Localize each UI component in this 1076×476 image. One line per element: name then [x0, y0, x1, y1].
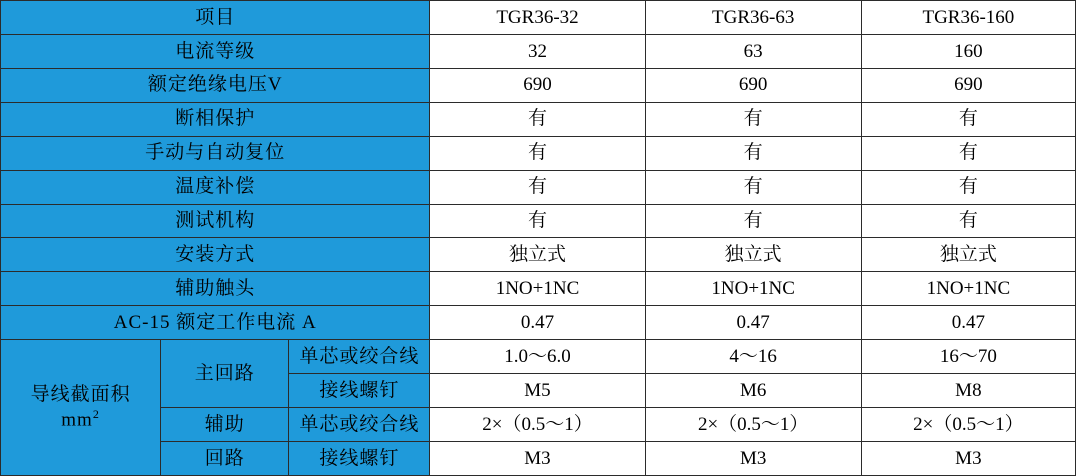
- row-value: 1NO+1NC: [645, 272, 861, 306]
- wire-subrow-label: 接线螺钉: [289, 374, 430, 408]
- row-value: 有: [645, 102, 861, 136]
- row-value: 有: [430, 204, 645, 238]
- row-value: 1NO+1NC: [430, 272, 645, 306]
- row-value: 2×（0.5～1）: [430, 408, 645, 442]
- row-value: 0.47: [645, 306, 861, 340]
- row-value: 有: [861, 204, 1075, 238]
- row-label: 断相保护: [1, 102, 430, 136]
- row-value: 690: [430, 68, 645, 102]
- row-value: 独立式: [645, 238, 861, 272]
- wire-section-label-line1: 导线截面积: [30, 384, 131, 406]
- wire-section-label-superscript: 2: [92, 406, 100, 421]
- row-value: M5: [430, 374, 645, 408]
- row-value: 有: [430, 136, 645, 170]
- row-value: M3: [430, 441, 645, 475]
- row-label: 安装方式: [1, 238, 430, 272]
- table-row: [1, 170, 1076, 204]
- row-value: 0.47: [861, 306, 1075, 340]
- column-header-model-3: TGR36-160: [861, 1, 1075, 35]
- wire-subrow-label: 接线螺钉: [289, 441, 430, 475]
- row-value: 0.47: [430, 306, 645, 340]
- row-value: 独立式: [430, 238, 645, 272]
- row-label: 额定绝缘电压V: [1, 68, 430, 102]
- row-label: 辅助触头: [1, 272, 430, 306]
- column-header-model-1: TGR36-32: [430, 1, 645, 35]
- column-header-item: 项目: [1, 1, 430, 35]
- row-value: 63: [645, 34, 861, 68]
- row-value: 独立式: [861, 238, 1075, 272]
- row-value: 有: [861, 170, 1075, 204]
- row-value: 16～70: [861, 340, 1075, 374]
- row-value: 690: [645, 68, 861, 102]
- row-value: 有: [861, 102, 1075, 136]
- table-row: [1, 408, 1076, 442]
- wire-section-label: [1, 340, 161, 476]
- wire-group-label-aux-line2: 回路: [161, 441, 289, 475]
- row-value: M6: [645, 374, 861, 408]
- table-row: [1, 68, 1076, 102]
- row-label: 电流等级: [1, 34, 430, 68]
- table-row: [1, 204, 1076, 238]
- row-label: 温度补偿: [1, 170, 430, 204]
- table-row: [1, 306, 1076, 340]
- table-row: [1, 102, 1076, 136]
- wire-subrow-label: 单芯或绞合线: [289, 408, 430, 442]
- wire-group-label-aux-line1: 辅助: [161, 408, 289, 442]
- table-row: [1, 441, 1076, 475]
- row-value: 有: [645, 136, 861, 170]
- table-row: [1, 136, 1076, 170]
- row-value: M3: [645, 441, 861, 475]
- row-value: 1.0～6.0: [430, 340, 645, 374]
- row-label: AC-15 额定工作电流 A: [1, 306, 430, 340]
- row-value: 有: [861, 136, 1075, 170]
- row-value: 有: [430, 102, 645, 136]
- table-row: [1, 272, 1076, 306]
- table-row: [1, 340, 1076, 374]
- table-row: [1, 238, 1076, 272]
- row-value: 32: [430, 34, 645, 68]
- row-value: 有: [645, 204, 861, 238]
- row-value: 4～16: [645, 340, 861, 374]
- row-value: M3: [861, 441, 1075, 475]
- wire-subrow-label: 单芯或绞合线: [289, 340, 430, 374]
- row-value: 2×（0.5～1）: [645, 408, 861, 442]
- row-value: M8: [861, 374, 1075, 408]
- row-value: 1NO+1NC: [861, 272, 1075, 306]
- row-value: 690: [861, 68, 1075, 102]
- row-value: 160: [861, 34, 1075, 68]
- table-row: [1, 1, 1076, 35]
- row-label: 手动与自动复位: [1, 136, 430, 170]
- row-value: 2×（0.5～1）: [861, 408, 1075, 442]
- row-label: 测试机构: [1, 204, 430, 238]
- row-value: 有: [430, 170, 645, 204]
- wire-group-label-main: 主回路: [161, 340, 289, 408]
- wire-section-label-line2: mm: [61, 409, 93, 431]
- row-value: 有: [645, 170, 861, 204]
- column-header-model-2: TGR36-63: [645, 1, 861, 35]
- table-row: [1, 34, 1076, 68]
